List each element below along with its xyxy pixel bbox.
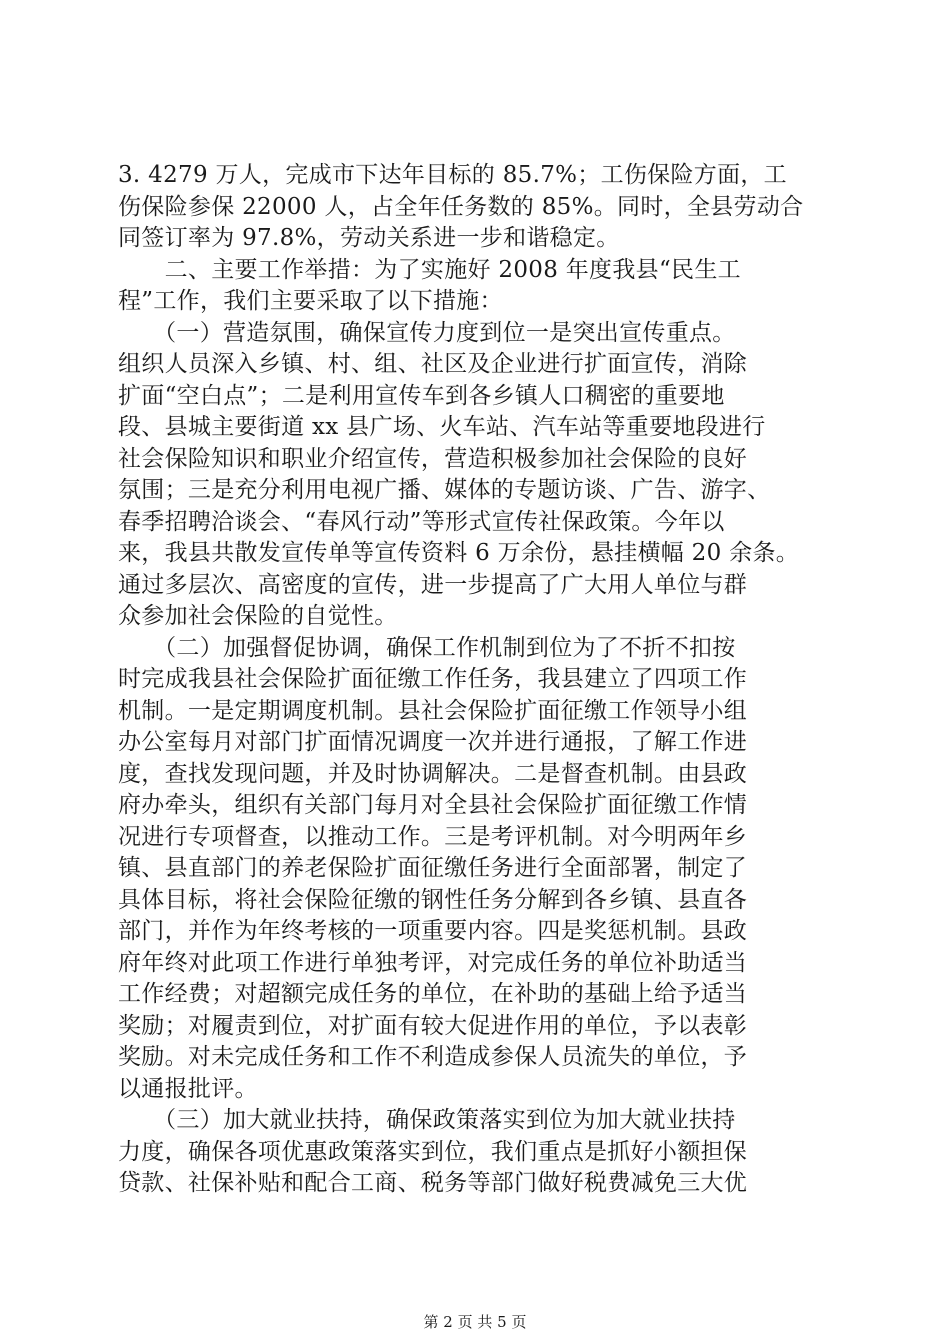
- text-line: 机制。一是定期调度机制。县社会保险扩面征缴工作领导小组: [118, 697, 748, 724]
- text-line: 来，我县共散发宣传单等宣传资料 6 万余份，悬挂横幅 20 余条。: [118, 540, 800, 566]
- text-line: 伤保险参保 22000 人，占全年任务数的 85%。同时，全县劳动合: [118, 193, 804, 220]
- text-line: 段、县城主要街道 xx 县广场、火车站、汽车站等重要地段进行: [118, 414, 766, 440]
- text-line: 3. 4279 万人，完成市下达年目标的 85.7%；工伤保险方面，工: [118, 162, 787, 188]
- text-line: 奖励；对履责到位，对扩面有较大促进作用的单位，予以表彰: [118, 1012, 748, 1039]
- text-line: （三）加大就业扶持，确保政策落实到位为加大就业扶持: [118, 1107, 736, 1133]
- text-line: 以通报批评。: [118, 1075, 258, 1102]
- text-line: 部门，并作为年终考核的一项重要内容。四是奖惩机制。县政: [118, 918, 748, 944]
- text-line: 度，查找发现问题，并及时协调解决。二是督查机制。由县政: [118, 760, 748, 787]
- text-line: 奖励。对未完成任务和工作不利造成参保人员流失的单位，予: [118, 1044, 748, 1070]
- text-line: 时完成我县社会保险扩面征缴工作任务，我县建立了四项工作: [118, 666, 748, 692]
- text-line: 众参加社会保险的自觉性。: [118, 603, 398, 629]
- text-line: 氛围；三是充分利用电视广播、媒体的专题访谈、广告、游字、: [118, 477, 771, 503]
- text-line: （一）营造氛围，确保宣传力度到位一是突出宣传重点。: [118, 319, 736, 346]
- text-line: 况进行专项督查，以推动工作。三是考评机制。对今明两年乡: [118, 823, 748, 850]
- text-line: 贷款、社保补贴和配合工商、税务等部门做好税费减免三大优: [118, 1170, 748, 1196]
- text-line: 社会保险知识和职业介绍宣传，营造积极参加社会保险的良好: [118, 445, 748, 472]
- text-line: 镇、县直部门的养老保险扩面征缴任务进行全面部署，制定了: [118, 855, 748, 881]
- text-line: 组织人员深入乡镇、村、组、社区及企业进行扩面宣传，消除: [118, 351, 748, 377]
- text-line: 力度，确保各项优惠政策落实到位，我们重点是抓好小额担保: [118, 1138, 748, 1165]
- text-line: 程”工作，我们主要采取了以下措施：: [118, 288, 503, 314]
- text-line: 具体目标，将社会保险征缴的钢性任务分解到各乡镇、县直各: [118, 886, 748, 913]
- text-line: 办公室每月对部门扩面情况调度一次并进行通报，了解工作进: [118, 729, 748, 755]
- text-line: 春季招聘洽谈会、“春风行动”等形式宣传社保政策。今年以: [118, 508, 725, 535]
- text-line: 二、主要工作举措：为了实施好 2008 年度我县“民生工: [118, 256, 741, 283]
- text-line: 同签订率为 97.8%，劳动关系进一步和谐稳定。: [118, 225, 620, 251]
- text-line: （二）加强督促协调，确保工作机制到位为了不折不扣按: [118, 634, 736, 661]
- text-line: 通过多层次、高密度的宣传，进一步提高了广大用人单位与群: [118, 571, 748, 598]
- text-line: 扩面“空白点”；二是利用宣传车到各乡镇人口稠密的重要地: [118, 382, 725, 409]
- text-line: 府办牵头，组织有关部门每月对全县社会保险扩面征缴工作情: [118, 792, 748, 818]
- text-line: 府年终对此项工作进行单独考评，对完成任务的单位补助适当: [118, 949, 748, 976]
- text-line: 工作经费；对超额完成任务的单位，在补助的基础上给予适当: [118, 981, 748, 1007]
- page-number-footer: 第 2 页 共 5 页: [423, 1313, 527, 1331]
- document-body: [118, 160, 838, 1200]
